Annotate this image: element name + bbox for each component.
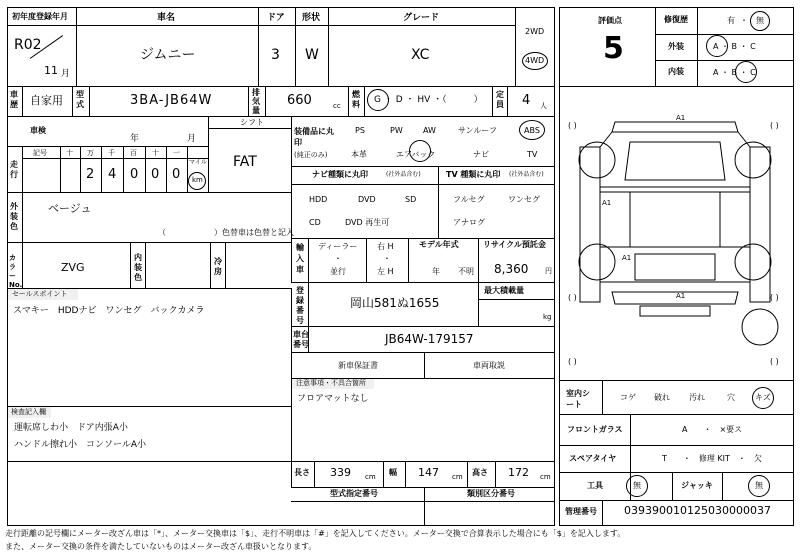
score-value: 5 — [603, 31, 624, 66]
digit-header-1: 十 — [66, 149, 73, 157]
seat-opt-yabure: 破れ — [654, 393, 670, 402]
management-label: 管理番号 — [565, 507, 597, 516]
width-value: 147 — [418, 466, 439, 479]
model-value: 3BA-JB64W — [130, 93, 213, 108]
seat-opt-ana: 穴 — [727, 393, 735, 402]
interior-label: 内装 — [668, 67, 684, 76]
tv-note: (社外品含む) — [509, 171, 544, 178]
shape-label: 形状 — [302, 13, 321, 23]
import-dot-2: ・ — [383, 254, 391, 263]
max-load-unit: kg — [543, 313, 552, 321]
recycle-unit: 円 — [545, 267, 552, 275]
seat-opt-yogore: 汚れ — [689, 393, 705, 402]
sales-point-text: スマキー HDDナビ ワンセグ バックカメラ — [13, 306, 205, 316]
digit-header-2: 万 — [87, 149, 94, 157]
shift-value: FAT — [233, 154, 257, 170]
management-value: 039390010125030000037 — [624, 504, 771, 517]
color-no-label: カラーNo. — [9, 254, 23, 289]
seat-opt-koge: コゲ — [620, 393, 636, 402]
import-dealer: ディーラー — [318, 242, 358, 251]
diagram-mark-left-front: A1 — [602, 199, 612, 207]
import-label: 輸入車 — [296, 243, 304, 274]
navi-hdd: HDD — [309, 195, 328, 204]
jack-value: 無 — [755, 481, 763, 490]
car-name-label: 車名 — [157, 13, 176, 23]
drive-4wd: 4WD — [525, 56, 545, 65]
import-lh: 左 H — [377, 267, 394, 276]
first-reg-label: 初年度登録年月 — [12, 12, 68, 21]
docs-warranty: 新車保証書 — [338, 361, 378, 370]
displacement-value: 660 — [287, 93, 312, 108]
digit-header-5: 十 — [152, 149, 159, 157]
equip-abs: ABS — [524, 126, 540, 135]
model-year-year: 年 — [432, 267, 440, 276]
navi-sd: SD — [405, 195, 417, 204]
width-label: 幅 — [389, 468, 397, 477]
mileage-digit-2: 4 — [108, 167, 117, 182]
recycle-label: リサイクル預託金 — [483, 240, 546, 249]
mileage-label: 走行 — [10, 160, 18, 179]
color-change-note: （ ）色替車は色替と記入 — [158, 228, 294, 237]
car-name: ジムニー — [140, 47, 196, 63]
chassis-value: JB64W-179157 — [385, 332, 474, 346]
equip-leather: 本革 — [351, 150, 367, 159]
inspector-line1: 運転席しわ小 ドア内張A小 — [14, 423, 128, 433]
diagram-mark-rear: A1 — [676, 292, 686, 300]
digit-header-6: 一 — [173, 149, 180, 157]
model-label: 型式 — [76, 90, 84, 109]
km-label: km — [192, 176, 203, 184]
grade-value: XC — [411, 47, 430, 63]
digit-header-4: 百 — [130, 149, 137, 157]
mile-label: マイル — [189, 159, 207, 166]
equip-airbag: エアバック — [396, 150, 436, 159]
repair-label: 修復歴 — [664, 15, 688, 24]
color-no-value: ZVG — [61, 261, 85, 274]
length-value: 339 — [330, 466, 351, 479]
mileage-digit-4: 0 — [151, 167, 160, 182]
repair-yes: 有 — [727, 16, 735, 25]
displacement-label: 排気量 — [252, 88, 260, 115]
seat-label: 室内シート — [566, 389, 590, 409]
door-value: 3 — [271, 47, 280, 63]
svg-text:( ): ( ) — [568, 357, 577, 366]
registration-value: 岡山581ぬ1655 — [350, 296, 440, 310]
navi-dvd: DVD — [358, 195, 376, 204]
jack-label: ジャッキ — [681, 481, 713, 490]
shift-label: シフト — [240, 118, 264, 127]
footer-line2: また、メーター交換の条件を満たしていないものはメーター改ざん車扱いとなります。 — [5, 542, 317, 551]
inspection-label: 車検 — [30, 126, 46, 135]
equip-tv: TV — [527, 150, 538, 159]
equip-aw: AW — [423, 126, 436, 135]
first-reg-era: R02 — [14, 37, 42, 53]
color-label: 外装色 — [10, 202, 18, 231]
import-dot-1: ・ — [334, 254, 342, 263]
inspector-label: 検査記入欄 — [11, 408, 46, 416]
inspection-month-unit: 月 — [187, 134, 197, 144]
svg-text:( ): ( ) — [770, 293, 779, 302]
inspection-year-unit: 年 — [130, 134, 140, 144]
diagram-mark-left-rear: A1 — [622, 254, 632, 262]
tv-analog: アナログ — [453, 218, 485, 227]
repair-sep: ・ — [740, 16, 748, 25]
navi-note: (社外品含む) — [386, 171, 421, 178]
tv-label: TV 種類に丸印 — [446, 170, 501, 179]
score-label: 評価点 — [598, 16, 622, 25]
car-damage-diagram — [560, 92, 794, 374]
drive-2wd: 2WD — [525, 27, 545, 36]
digit-header-0: 記号 — [33, 149, 47, 157]
equip-navi: ナビ — [473, 150, 489, 159]
class-no-label: 類別区分番号 — [467, 489, 515, 498]
capacity-value: 4 — [522, 93, 531, 108]
glass-label: フロントガラス — [567, 425, 623, 434]
grade-label: グレード — [403, 13, 440, 23]
repair-none: 無 — [756, 16, 764, 25]
capacity-label: 定員 — [496, 90, 504, 109]
exterior-label: 外装 — [668, 42, 684, 51]
color-value: ベージュ — [48, 202, 92, 215]
height-value: 172 — [508, 466, 529, 479]
shape-value: W — [305, 47, 319, 63]
docs-manual: 車両取説 — [473, 361, 505, 370]
navi-cd: CD — [309, 218, 321, 227]
type-no-label: 型式指定番号 — [330, 489, 378, 498]
tools-label: 工具 — [587, 481, 603, 490]
equipment-sublabel: (純正のみ) — [294, 151, 328, 159]
tv-oneseg: ワンセグ — [508, 195, 540, 204]
equip-ps: PS — [355, 126, 365, 135]
door-label: ドア — [267, 13, 285, 23]
model-year-unknown: 不明 — [458, 267, 474, 276]
spare-options: T ・ 修理 KIT ・ 欠 — [662, 454, 762, 463]
mileage-digit-3: 0 — [130, 167, 139, 182]
displacement-unit: cc — [333, 102, 341, 110]
ac-label: 冷房 — [214, 257, 222, 276]
recycle-value: 8,360 — [494, 262, 529, 276]
import-parallel: 並行 — [330, 267, 346, 276]
length-label: 長さ — [294, 468, 310, 477]
max-load-label: 最大積載量 — [484, 286, 524, 295]
seat-opt-kizu: キズ — [755, 393, 771, 402]
svg-text:( ): ( ) — [568, 293, 577, 302]
footer-line1: 走行距離の記号欄にメーター改ざん車は「*」、メーター交換車は「$」、走行不明車は「#」を記入してください。メーター交換で合算表示した場合にも「$」を記入します。 — [5, 529, 626, 538]
equipment-label: 装備品に丸印 — [294, 127, 334, 147]
tools-value: 無 — [633, 481, 641, 490]
width-unit: cm — [452, 473, 463, 481]
notes-label: 注意事項・不具合箇所 — [296, 379, 366, 387]
navi-label: ナビ種類に丸印 — [312, 170, 368, 179]
inspector-line2: ハンドル擦れ小 コンソールA小 — [14, 440, 146, 450]
first-reg-month-unit: 月 — [61, 69, 71, 79]
height-label: 高さ — [472, 468, 488, 477]
mileage-digit-1: 2 — [86, 167, 95, 182]
use-value: 自家用 — [30, 94, 63, 107]
model-year-label: モデル年式 — [419, 240, 459, 249]
svg-text:( ): ( ) — [770, 121, 779, 130]
diagram-mark-front: A1 — [676, 114, 686, 122]
interior-color-label: 内装色 — [134, 253, 142, 282]
tv-fullseg: フルセグ — [453, 195, 485, 204]
spare-label: スペアタイヤ — [569, 454, 617, 463]
fuel-label: 燃料 — [352, 90, 360, 109]
notes-text: フロアマットなし — [297, 394, 369, 404]
length-unit: cm — [365, 473, 376, 481]
svg-text:( ): ( ) — [770, 357, 779, 366]
fuel-options: G ・ D ・ HV ・（ ） — [374, 95, 483, 105]
svg-text:( ): ( ) — [568, 121, 577, 130]
interior-options: A ・ B ・ C — [713, 68, 756, 77]
first-reg-month: 11 — [44, 64, 58, 77]
exterior-options: A ・ B ・ C — [713, 42, 756, 51]
mileage-digit-5: 0 — [172, 167, 181, 182]
glass-options: A ・ ×要ス — [682, 425, 743, 434]
digit-header-3: 千 — [108, 149, 115, 157]
height-unit: cm — [540, 473, 551, 481]
capacity-unit: 人 — [540, 102, 547, 110]
sales-point-label: セールスポイント — [12, 290, 68, 298]
equip-sunroof: サンルーフ — [458, 126, 497, 135]
navi-dvd-play: DVD 再生可 — [345, 218, 390, 227]
equip-pw: PW — [390, 126, 403, 135]
chassis-label: 車台番号 — [293, 330, 309, 349]
use-label: 車歴 — [10, 90, 18, 109]
registration-label: 登録番号 — [296, 286, 304, 325]
import-rh: 右 H — [377, 242, 394, 251]
